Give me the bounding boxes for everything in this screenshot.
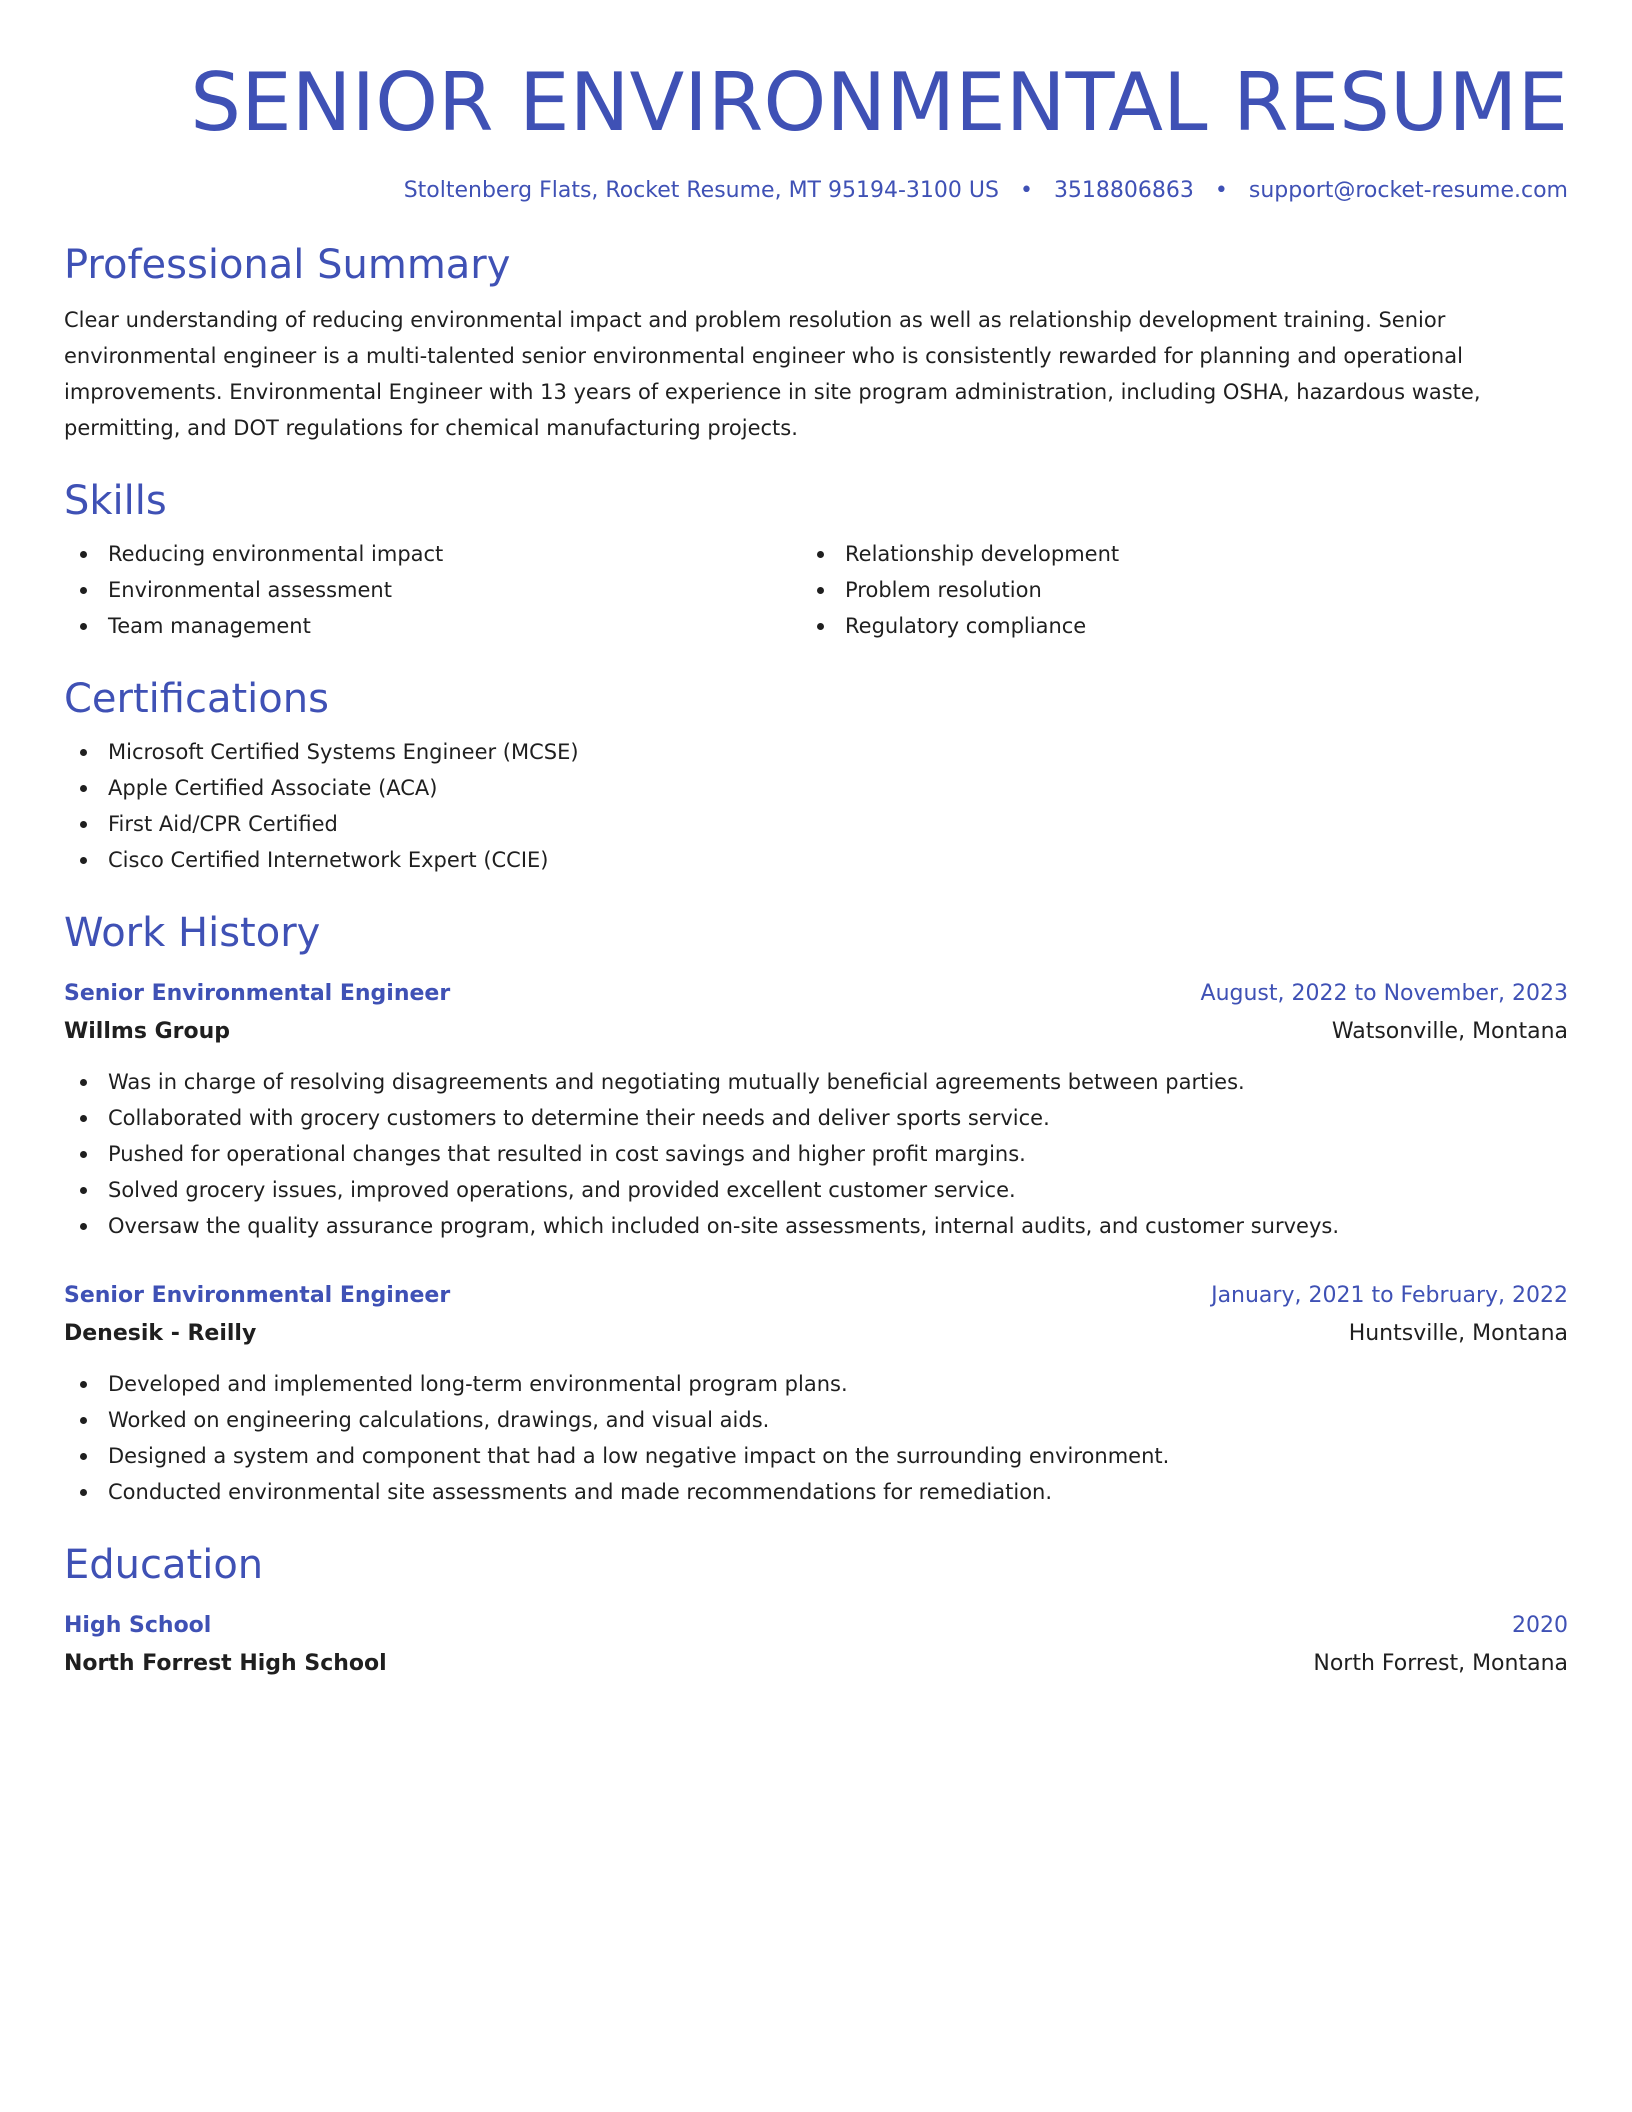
job-bullet: Solved grocery issues, improved operations, and provided excellent customer service.: [64, 1172, 1568, 1208]
education-heading: Education: [64, 1542, 264, 1588]
contact-address: Stoltenberg Flats, Rocket Resume, MT 95194-3100 US: [403, 178, 999, 203]
skill-item: Reducing environmental impact: [64, 536, 801, 572]
education-section: [64, 1540, 1568, 1684]
certifications-heading: Certifications: [64, 676, 329, 722]
job-company: Willms Group: [64, 1019, 230, 1044]
contact-line: [64, 176, 1568, 206]
work-history-heading: Work History: [64, 910, 321, 956]
skills-section: [64, 476, 1568, 644]
summary-heading: Professional Summary: [64, 242, 511, 288]
job-title: Senior Environmental Engineer: [64, 1283, 451, 1308]
job-dates: January, 2021 to February, 2022: [1211, 1283, 1568, 1308]
contact-separator: •: [1019, 178, 1033, 203]
job-bullet: Was in charge of resolving disagreements and negotiating mutually beneficial agreements between parties.: [64, 1064, 1568, 1100]
education-location: North Forrest, Montana: [1313, 1651, 1568, 1676]
summary-text: Clear understanding of reducing environmental impact and problem resolution as well as relationship development training. Senior environmental engineer is a multi-talented senior environmental engineer who is consistently rewarded for planning and operational improvements. Environmental Engineer with 13 years of experience in site program administration, including OSHA, hazardous waste, permitting, and DOT regulations for chemical manufacturing projects.: [64, 308, 1481, 440]
job-bullet: Worked on engineering calculations, drawings, and visual aids.: [64, 1402, 1568, 1438]
skill-item: Problem resolution: [801, 572, 1538, 608]
contact-phone: 3518806863: [1053, 178, 1194, 203]
job-entry: [64, 1278, 1568, 1510]
job-location: Huntsville, Montana: [1348, 1321, 1568, 1346]
certification-item: First Aid/CPR Certified: [64, 806, 1568, 842]
certification-item: Apple Certified Associate (ACA): [64, 770, 1568, 806]
skills-column-right: [801, 536, 1538, 644]
job-bullet: Collaborated with grocery customers to determine their needs and deliver sports service.: [64, 1100, 1568, 1136]
certifications-section: [64, 674, 1568, 878]
job-bullet: Conducted environmental site assessments and made recommendations for remediation.: [64, 1474, 1568, 1510]
contact-separator: •: [1214, 178, 1228, 203]
skill-item: Regulatory compliance: [801, 608, 1538, 644]
education-school: North Forrest High School: [64, 1651, 387, 1676]
job-location: Watsonville, Montana: [1331, 1019, 1568, 1044]
certification-item: Cisco Certified Internetwork Expert (CCIE): [64, 842, 1568, 878]
job-title: Senior Environmental Engineer: [64, 981, 451, 1006]
job-bullet: Pushed for operational changes that resulted in cost savings and higher profit margins.: [64, 1136, 1568, 1172]
contact-email: support@rocket-resume.com: [1248, 178, 1568, 203]
work-history-section: [64, 908, 1568, 1510]
skills-heading: Skills: [64, 478, 167, 524]
education-entry: [64, 1608, 1568, 1684]
job-dates: August, 2022 to November, 2023: [1200, 981, 1568, 1006]
skill-item: Relationship development: [801, 536, 1538, 572]
skill-item: Team management: [64, 608, 801, 644]
job-bullet: Designed a system and component that had a low negative impact on the surrounding environment.: [64, 1438, 1568, 1474]
job-bullet: Oversaw the quality assurance program, which included on-site assessments, internal audits, and customer surveys.: [64, 1208, 1568, 1244]
job-entry: [64, 976, 1568, 1244]
skills-column-left: [64, 536, 801, 644]
resume-title: SENIOR ENVIRONMENTAL RESUME: [190, 56, 1568, 149]
education-degree: High School: [64, 1613, 212, 1638]
job-bullet: Developed and implemented long-term environmental program plans.: [64, 1366, 1568, 1402]
skills-grid: [64, 536, 1568, 644]
education-year: 2020: [1512, 1613, 1568, 1638]
job-company: Denesik - Reilly: [64, 1321, 257, 1346]
skill-item: Environmental assessment: [64, 572, 801, 608]
certification-item: Microsoft Certified Systems Engineer (MCSE): [64, 734, 1568, 770]
